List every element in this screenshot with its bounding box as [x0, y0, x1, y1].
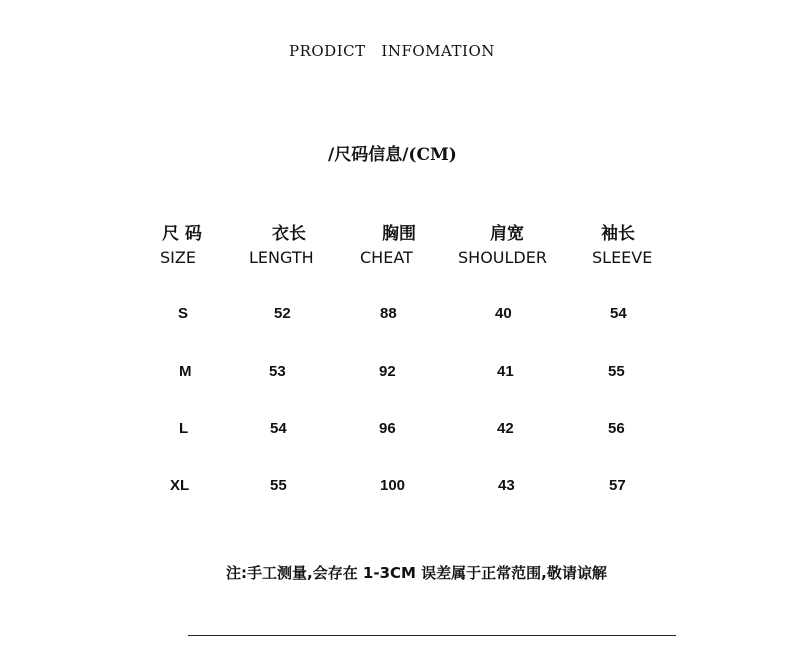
length-cell: 53 [269, 363, 286, 380]
chest-cell: 96 [379, 420, 396, 437]
sleeve-cell: 56 [608, 420, 625, 437]
sleeve-cell: 54 [610, 305, 627, 322]
length-cell: 55 [270, 477, 287, 494]
length-cell: 52 [274, 305, 291, 322]
size-cell: XL [170, 477, 190, 494]
sleeve-cell: 55 [608, 363, 625, 380]
shoulder-cell: 41 [497, 363, 514, 380]
page-title: PRODICT INFOMATION [289, 42, 495, 60]
column-header-shoulder-en: SHOULDER [458, 248, 547, 267]
shoulder-cell: 42 [497, 420, 514, 437]
column-header-chest-en: CHEAT [360, 248, 413, 267]
shoulder-cell: 43 [498, 477, 515, 494]
column-header-sleeve-zh: 袖长 [601, 224, 635, 244]
column-header-length-en: LENGTH [249, 248, 314, 267]
section-title: /尺码信息/(CM) [328, 145, 457, 165]
size-cell: L [179, 420, 189, 437]
size-cell: M [179, 363, 192, 380]
size-cell: S [178, 305, 189, 322]
column-header-length-zh: 衣长 [272, 224, 306, 244]
column-header-shoulder-zh: 肩宽 [490, 224, 524, 244]
length-cell: 54 [270, 420, 287, 437]
chest-cell: 92 [379, 363, 396, 380]
column-header-sleeve-en: SLEEVE [592, 248, 653, 267]
sleeve-cell: 57 [609, 477, 626, 494]
column-header-size-zh: 尺 码 [162, 224, 202, 244]
chest-cell: 100 [380, 477, 406, 494]
column-header-chest-zh: 胸围 [382, 224, 416, 244]
chest-cell: 88 [380, 305, 397, 322]
bottom-divider [188, 635, 676, 636]
column-header-size-en: SIZE [160, 248, 196, 267]
measurement-note: 注:手工测量,会存在 1-3CM 误差属于正常范围,敬请谅解 [226, 564, 607, 582]
shoulder-cell: 40 [495, 305, 512, 322]
